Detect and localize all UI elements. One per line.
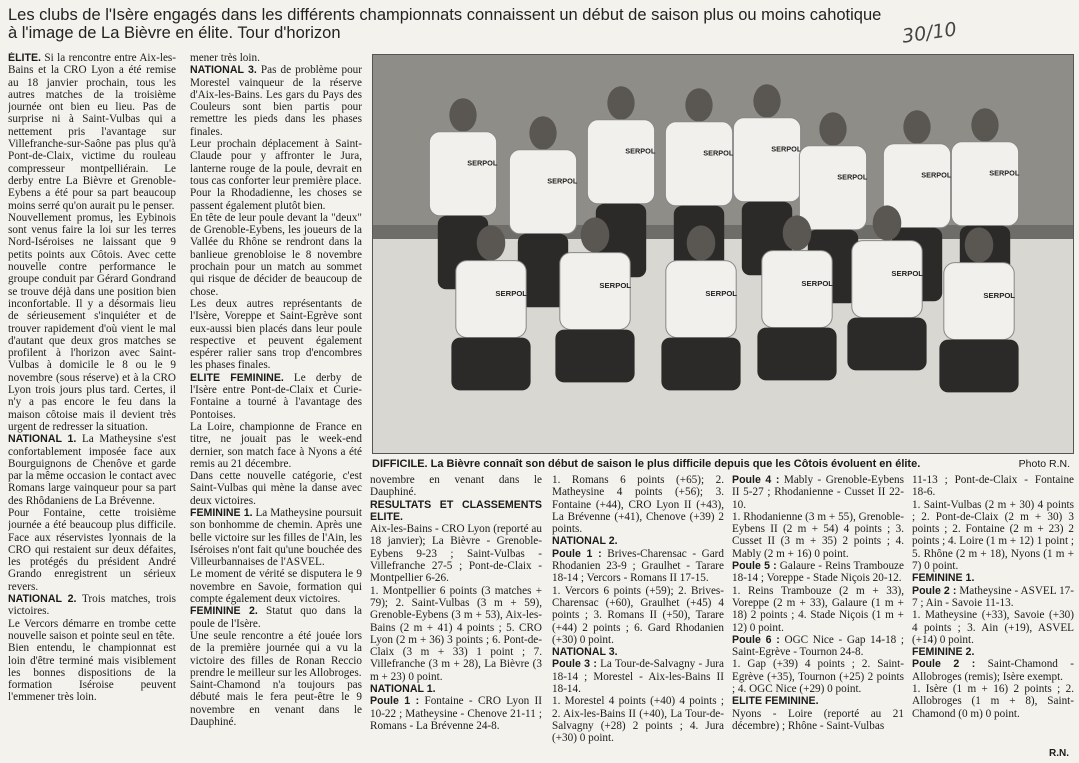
paragraph-text: 1. Saint-Vulbas (2 m + 30) 4 points ; 2. Pont-de-Claix (2 m + 30) 3 points ; 2. Fontaine (2 m + 23) 2 points ; 4. Loire (1 m + 12) 1 point ; 5. Rhône (2 m + 18), Nyons (1 m + 7) 0 point. xyxy=(912,498,1074,573)
paragraph xyxy=(8,433,176,507)
paragraph xyxy=(552,535,724,547)
paragraph-text: Statut quo dans la poule de l'Isère. xyxy=(190,605,362,630)
paragraph xyxy=(552,474,724,535)
paragraph xyxy=(190,298,362,372)
svg-text:SERPOL: SERPOL xyxy=(771,144,802,154)
paragraph-text: 1. Gap (+39) 4 points ; 2. Saint-Egrève (+35), Tournon (+25) 2 points ; 4. OGC Nice (+29) 0 point. xyxy=(732,658,904,696)
svg-text:SERPOL: SERPOL xyxy=(983,290,1016,300)
paragraph xyxy=(370,695,542,732)
paragraph xyxy=(8,642,176,703)
paragraph xyxy=(732,634,904,659)
paragraph-text: Aix-les-Bains - CRO Lyon (reporté au 18 janvier); La Bièvre - Grenoble-Eybens 9-23 ; Saint-Vulbas - Villefranche 27-5 ; Pont-de-Claix - Montpellier 6-26. xyxy=(370,523,542,585)
paragraph xyxy=(732,560,904,585)
svg-text:SERPOL: SERPOL xyxy=(703,148,734,158)
paragraph xyxy=(8,618,176,643)
paragraph xyxy=(912,474,1074,499)
photo-credit: Photo R.N. xyxy=(1018,458,1070,470)
paragraph xyxy=(912,683,1074,720)
paragraph-heading: Poule 6 : xyxy=(732,633,780,646)
paragraph-heading: ÉLITE. xyxy=(8,52,41,64)
paragraph-heading: NATIONAL 1. xyxy=(8,433,77,446)
paragraph-heading: Poule 1 : xyxy=(552,547,602,560)
paragraph xyxy=(190,605,362,630)
svg-text:SERPOL: SERPOL xyxy=(495,288,528,298)
handwritten-date-note: 30/10 xyxy=(900,18,959,48)
svg-text:SERPOL: SERPOL xyxy=(547,176,578,186)
paragraph xyxy=(370,474,542,499)
paragraph-text: Fontaine - CRO Lyon II 10-22 ; Matheysine - Chenove 21-11 ; Romans - La Brévenne 24-8. xyxy=(370,695,542,732)
paragraph xyxy=(190,679,362,728)
paragraph xyxy=(370,523,542,584)
paragraph-heading: RESULTATS ET CLASSEMENTS ELITE. xyxy=(370,498,542,523)
paragraph xyxy=(552,548,724,585)
paragraph-heading: NATIONAL 2. xyxy=(8,593,77,606)
paragraph-text: Galaure - Reins Trambouze 18-14 ; Voreppe - Stade Niçois 20-12. xyxy=(732,560,904,585)
paragraph-heading: NATIONAL 2. xyxy=(552,535,618,548)
paragraph xyxy=(370,499,542,524)
paragraph xyxy=(190,138,362,187)
paragraph xyxy=(190,630,362,679)
paragraph xyxy=(190,52,362,64)
results-column-3 xyxy=(732,474,904,763)
results-column-1 xyxy=(370,474,542,763)
caption-text: La Bièvre connaît son début de saison le plus difficile depuis que les Côtois évoluent en élite. xyxy=(427,458,921,470)
paragraph xyxy=(732,708,904,733)
svg-text:SERPOL: SERPOL xyxy=(599,280,632,290)
paragraph-heading: ELITE FEMININE. xyxy=(190,371,284,384)
paragraph-text: novembre en venant dans le Dauphiné. xyxy=(370,474,542,499)
paragraph xyxy=(552,695,724,744)
paragraph-text: 1. Reins Trambouze (2 m + 33), Voreppe (2 m + 33), Galaure (1 m + 18) 2 points ; 4. Stade Niçois (1 m + 12) 0 point. xyxy=(732,584,904,634)
paragraph-text: Leur prochain déplacement à Saint-Claude pour y affronter le Jura, lanterne rouge de la poule, devrait en tous cas conforter leur première place. xyxy=(190,138,362,187)
paragraph-text: Bien entendu, le championnat est loin d'être terminé mais visiblement les bonnes dispositions de la formation Iséroise peuvent l'emmener très loin. xyxy=(8,642,176,704)
svg-text:SERPOL: SERPOL xyxy=(891,268,924,278)
svg-text:SERPOL: SERPOL xyxy=(705,288,738,298)
paragraph-text: 1. Matheysine (+33), Savoie (+30) 4 points ; 3. Ain (+19), ASVEL (+14) 0 point. xyxy=(912,609,1074,646)
paragraph-text: 1. Romans 6 points (+65); 2. Matheysine 4 points (+56); 3. Fontaine (+44), CRO Lyon II (+43), La Brévenne (+41), Chenove (+39) 2 points. xyxy=(552,474,724,536)
paragraph xyxy=(552,646,724,658)
paragraph-heading: Poule 5 : xyxy=(732,560,777,573)
paragraph-heading: Poule 2 : xyxy=(912,584,957,597)
paragraph-heading: NATIONAL 1. xyxy=(370,683,436,696)
paragraph xyxy=(8,212,176,433)
paragraph-text: La Matheysine s'est confortablement imposée face aux Bourguignons de Chenôve et garde par la même occasion le contact avec Romans large vainqueur pour sa part des Rhôdaniens de La Brévenne. xyxy=(8,433,176,507)
paragraph xyxy=(912,658,1074,683)
paragraph xyxy=(190,470,362,507)
paragraph-text: 1. Isère (1 m + 16) 2 points ; 2. Allobroges (1 m + 8), Saint-Chamond (0 m) 0 point. xyxy=(912,683,1074,720)
paragraph-text: Une seule rencontre a été jouée lors de la première journée qui a vu la victoire des filles de Ronan Reccio prendre le meilleur sur les Allobroges. xyxy=(190,629,362,679)
svg-text:SERPOL: SERPOL xyxy=(625,146,656,156)
photo-caption xyxy=(372,458,1074,471)
paragraph-text: Trois matches, trois victoires. xyxy=(8,593,176,618)
paragraph xyxy=(190,507,362,568)
paragraph-heading: Poule 3 : xyxy=(552,658,597,671)
paragraph-text: Saint-Chamond n'a toujours pas débuté mais le fera peut-être le 9 novembre en venant dans le Dauphiné. xyxy=(190,679,362,729)
text-column-2 xyxy=(190,52,362,763)
paragraph xyxy=(912,572,1074,584)
paragraph-text: Pour Fontaine, cette troisième journée a été beaucoup plus difficile. Face aux réservistes lyonnais de la CRO qui restaient sur deux défaites, les protégés du président André Grando enregistrent un sérieux revers. xyxy=(8,506,176,593)
paragraph-text: 11-13 ; Pont-de-Claix - Fontaine 18-6. xyxy=(912,474,1074,499)
paragraph-text: OGC Nice - Gap 14-18 ; Saint-Egrève - Tournon 24-8. xyxy=(732,633,904,659)
paragraph xyxy=(190,64,362,138)
text-column-1 xyxy=(8,52,176,763)
paragraph-text: Mably - Grenoble-Eybens II 5-27 ; Rhodanienne - Cusset II 22-10. xyxy=(732,474,904,511)
paragraph xyxy=(732,585,904,634)
paragraph-text: Le derby de l'Isère entre Pont-de-Claix et Curie-Fontaine a tourné à l'avantage des Pontoises. xyxy=(190,371,362,421)
paragraph-heading: NATIONAL 3. xyxy=(552,646,618,659)
paragraph xyxy=(912,646,1074,658)
paragraph-heading: FEMININE 2. xyxy=(190,605,258,618)
paragraph-heading: Poule 1 : xyxy=(370,695,420,708)
svg-text:SERPOL: SERPOL xyxy=(921,170,952,180)
paragraph xyxy=(732,658,904,695)
results-column-2 xyxy=(552,474,724,763)
team-photo xyxy=(372,54,1074,454)
paragraph-text: 1. Vercors 6 points (+59); 2. Brives-Charensac (+60), Graulhet (+45) 4 points ; 3. Romans II (+50), Tarare (+44) 2 points ; 6. Gard Rhodanien (+30) 0 point. xyxy=(552,584,724,646)
paragraph-heading: FEMININE 2. xyxy=(912,646,975,659)
paragraph xyxy=(552,658,724,695)
paragraph-text: Dans cette nouvelle catégorie, c'est Saint-Vulbas qui mène la danse avec deux victoires. xyxy=(190,470,362,507)
paragraph xyxy=(8,507,176,593)
paragraph xyxy=(8,52,176,212)
paragraph-text: 1. Rhodanienne (3 m + 55), Grenoble-Eybens II (2 m + 54) 4 points ; 3. Cusset II (3 m + 35) 2 points ; 4. Mably (2 m + 16) 0 point. xyxy=(732,510,904,560)
paragraph xyxy=(190,421,362,470)
paragraph-text: En tête de leur poule devant la "deux" de Grenoble-Eybens, les joueurs de la Vallée du Rhône se rendront dans la banlieue grenobloise le 8 novembre prochain pour un match au sommet qui risque de décider de beaucoup de chose. xyxy=(190,211,362,298)
paragraph-text: Nouvellement promus, les Eybinois sont venus faire la loi sur les terres Nord-Iséroises ne laissant que 9 petits points aux Côtois. Avec cette nouvelle contre performance le groupe conduit par Gérard Gondrand se trouve déjà dans une position bien inconfortable. Il y a désormais lieu de sérieusement s'inquiéter et de trouver rapidement d'où vient le mal d'autant que deux gros matches se profilent à l'horizon avec Saint-Vulbas à domicile le 8 ou le 9 novembre (sous réserve) et à la CRO Lyon trois jours plus tard. Certes, il n'y a pas encore le feu dans la maison côtoise mais il devient très urgent de redresser la situation. xyxy=(8,211,176,433)
paragraph xyxy=(732,511,904,560)
paragraph-text: Pas de problème pour Morestel vainqueur de la réserve d'Aix-les-Bains. Les gars du Pays des Couleurs sont bien partis pour remettre les pieds dans les phases finales. xyxy=(190,64,362,138)
paragraph-text: La Loire, championne de France en titre, ne jouait pas le week-end dernier, son match face à Nyons a été remis au 21 décembre. xyxy=(190,420,362,470)
paragraph-heading: Poule 2 : xyxy=(912,658,976,671)
paragraph-text: La Tour-de-Salvagny - Jura 18-14 ; Morestel - Aix-les-Bains II 18-14. xyxy=(552,658,724,696)
paragraph-text: Le Vercors démarre en trombe cette nouvelle saison et pointe seul en tête. xyxy=(8,617,176,642)
paragraph-text: Saint-Chamond - Allobroges (remis); Isère exempt. xyxy=(912,658,1074,683)
paragraph xyxy=(732,474,904,511)
svg-text:SERPOL: SERPOL xyxy=(989,168,1020,178)
paragraph-heading: ELITE FEMININE. xyxy=(732,695,819,708)
paragraph-text: Matheysine - ASVEL 17-7 ; Ain - Savoie 11-13. xyxy=(912,584,1074,609)
paragraph xyxy=(190,568,362,605)
paragraph xyxy=(8,593,176,618)
results-column-4 xyxy=(912,474,1074,763)
paragraph xyxy=(732,695,904,707)
author-signature: R.N. xyxy=(1049,748,1069,759)
paragraph-text: Pour la Rhodadienne, les choses se passent également plutôt bien. xyxy=(190,187,362,212)
paragraph xyxy=(190,372,362,421)
paragraph xyxy=(190,212,362,298)
svg-text:SERPOL: SERPOL xyxy=(801,278,834,288)
paragraph xyxy=(912,499,1074,573)
paragraph xyxy=(370,585,542,683)
paragraph-text: 1. Montpellier 6 points (3 matches + 79); 2. Saint-Vulbas (3 m + 59), Grenoble-Eybens (3 m + 53), Aix-les-Bains (2 m + 41) 4 points ; 5. CRO Lyon (2 m + 36) 3 points ; 6. Pont-de-Claix (3 m + 33) 1 point ; 7. Villefranche (3 m + 28), La Bièvre (3 m + 23) 0 point. xyxy=(370,584,542,683)
paragraph xyxy=(912,585,1074,610)
paragraph xyxy=(912,609,1074,646)
paragraph-heading: NATIONAL 3. xyxy=(190,64,257,77)
paragraph xyxy=(370,683,542,695)
caption-lead: DIFFICILE. xyxy=(372,458,428,470)
paragraph-text: Nyons - Loire (reporté au 21 décembre) ; Rhône - Saint-Vulbas xyxy=(732,707,904,732)
paragraph-text: Les deux autres représentants de l'Isère, Voreppe et Saint-Egrève sont eux-aussi bien placés dans leur poule respective et peuvent également espérer ralier sans trop d'encombres les phases finales. xyxy=(190,297,362,372)
paragraph-text: La Matheysine poursuit son bonhomme de chemin. Après une belle victoire sur les filles de l'Ain, les Iséroises n'ont fait qu'une bouchée des Villeurbannaises de l'ASVEL. xyxy=(190,506,362,569)
headline-line-1: Les clubs de l'Isère engagés dans les différents championnats connaissent un début de saison plus ou moins cahotique xyxy=(8,6,882,24)
paragraph-text: mener très loin. xyxy=(190,52,260,64)
paragraph-heading: FEMININE 1. xyxy=(912,572,975,585)
paragraph-text: Brives-Charensac - Gard Rhodanien 23-9 ; Graulhet - Tarare 18-14 ; Vercors - Romans II 17-15. xyxy=(552,547,724,585)
paragraph-heading: Poule 4 : xyxy=(732,474,780,486)
paragraph-text: Le moment de vérité se disputera le 9 novembre en Savoie, formation qui compte également deux victoires. xyxy=(190,568,362,606)
paragraph-text: 1. Morestel 4 points (+40) 4 points ; 2. Aix-les-Bains II (+40), La Tour-de-Salvagny (+28) 2 points ; 4. Jura (+30) 0 point. xyxy=(552,695,724,745)
paragraph xyxy=(552,585,724,646)
svg-text:SERPOL: SERPOL xyxy=(837,172,868,182)
paragraph xyxy=(190,187,362,212)
paragraph-heading: FEMININE 1. xyxy=(190,506,253,519)
paragraph-text: Si la rencontre entre Aix-les-Bains et la CRO Lyon a été remise au 18 janvier prochain, tous les autres matches de la troisième journée ont bien eu lieu. Pas de surprise ni à Saint-Vulbas qui a nettement pris l'avantage sur Villefranche-sur-Saône pas plus qu'à Pont-de-Claix, victime du rouleau compresseur montpelliérain. Le derby entre La Bièvre et Grenoble-Eybens a été pour sa part beaucoup moins serré qu'on aurait pu le penser. xyxy=(8,52,176,212)
svg-text:SERPOL: SERPOL xyxy=(467,158,498,168)
headline-line-2: à l'image de La Bièvre en élite. Tour d'horizon xyxy=(8,24,341,42)
article-headline xyxy=(8,6,888,42)
team-photo-illustration xyxy=(373,55,1074,454)
